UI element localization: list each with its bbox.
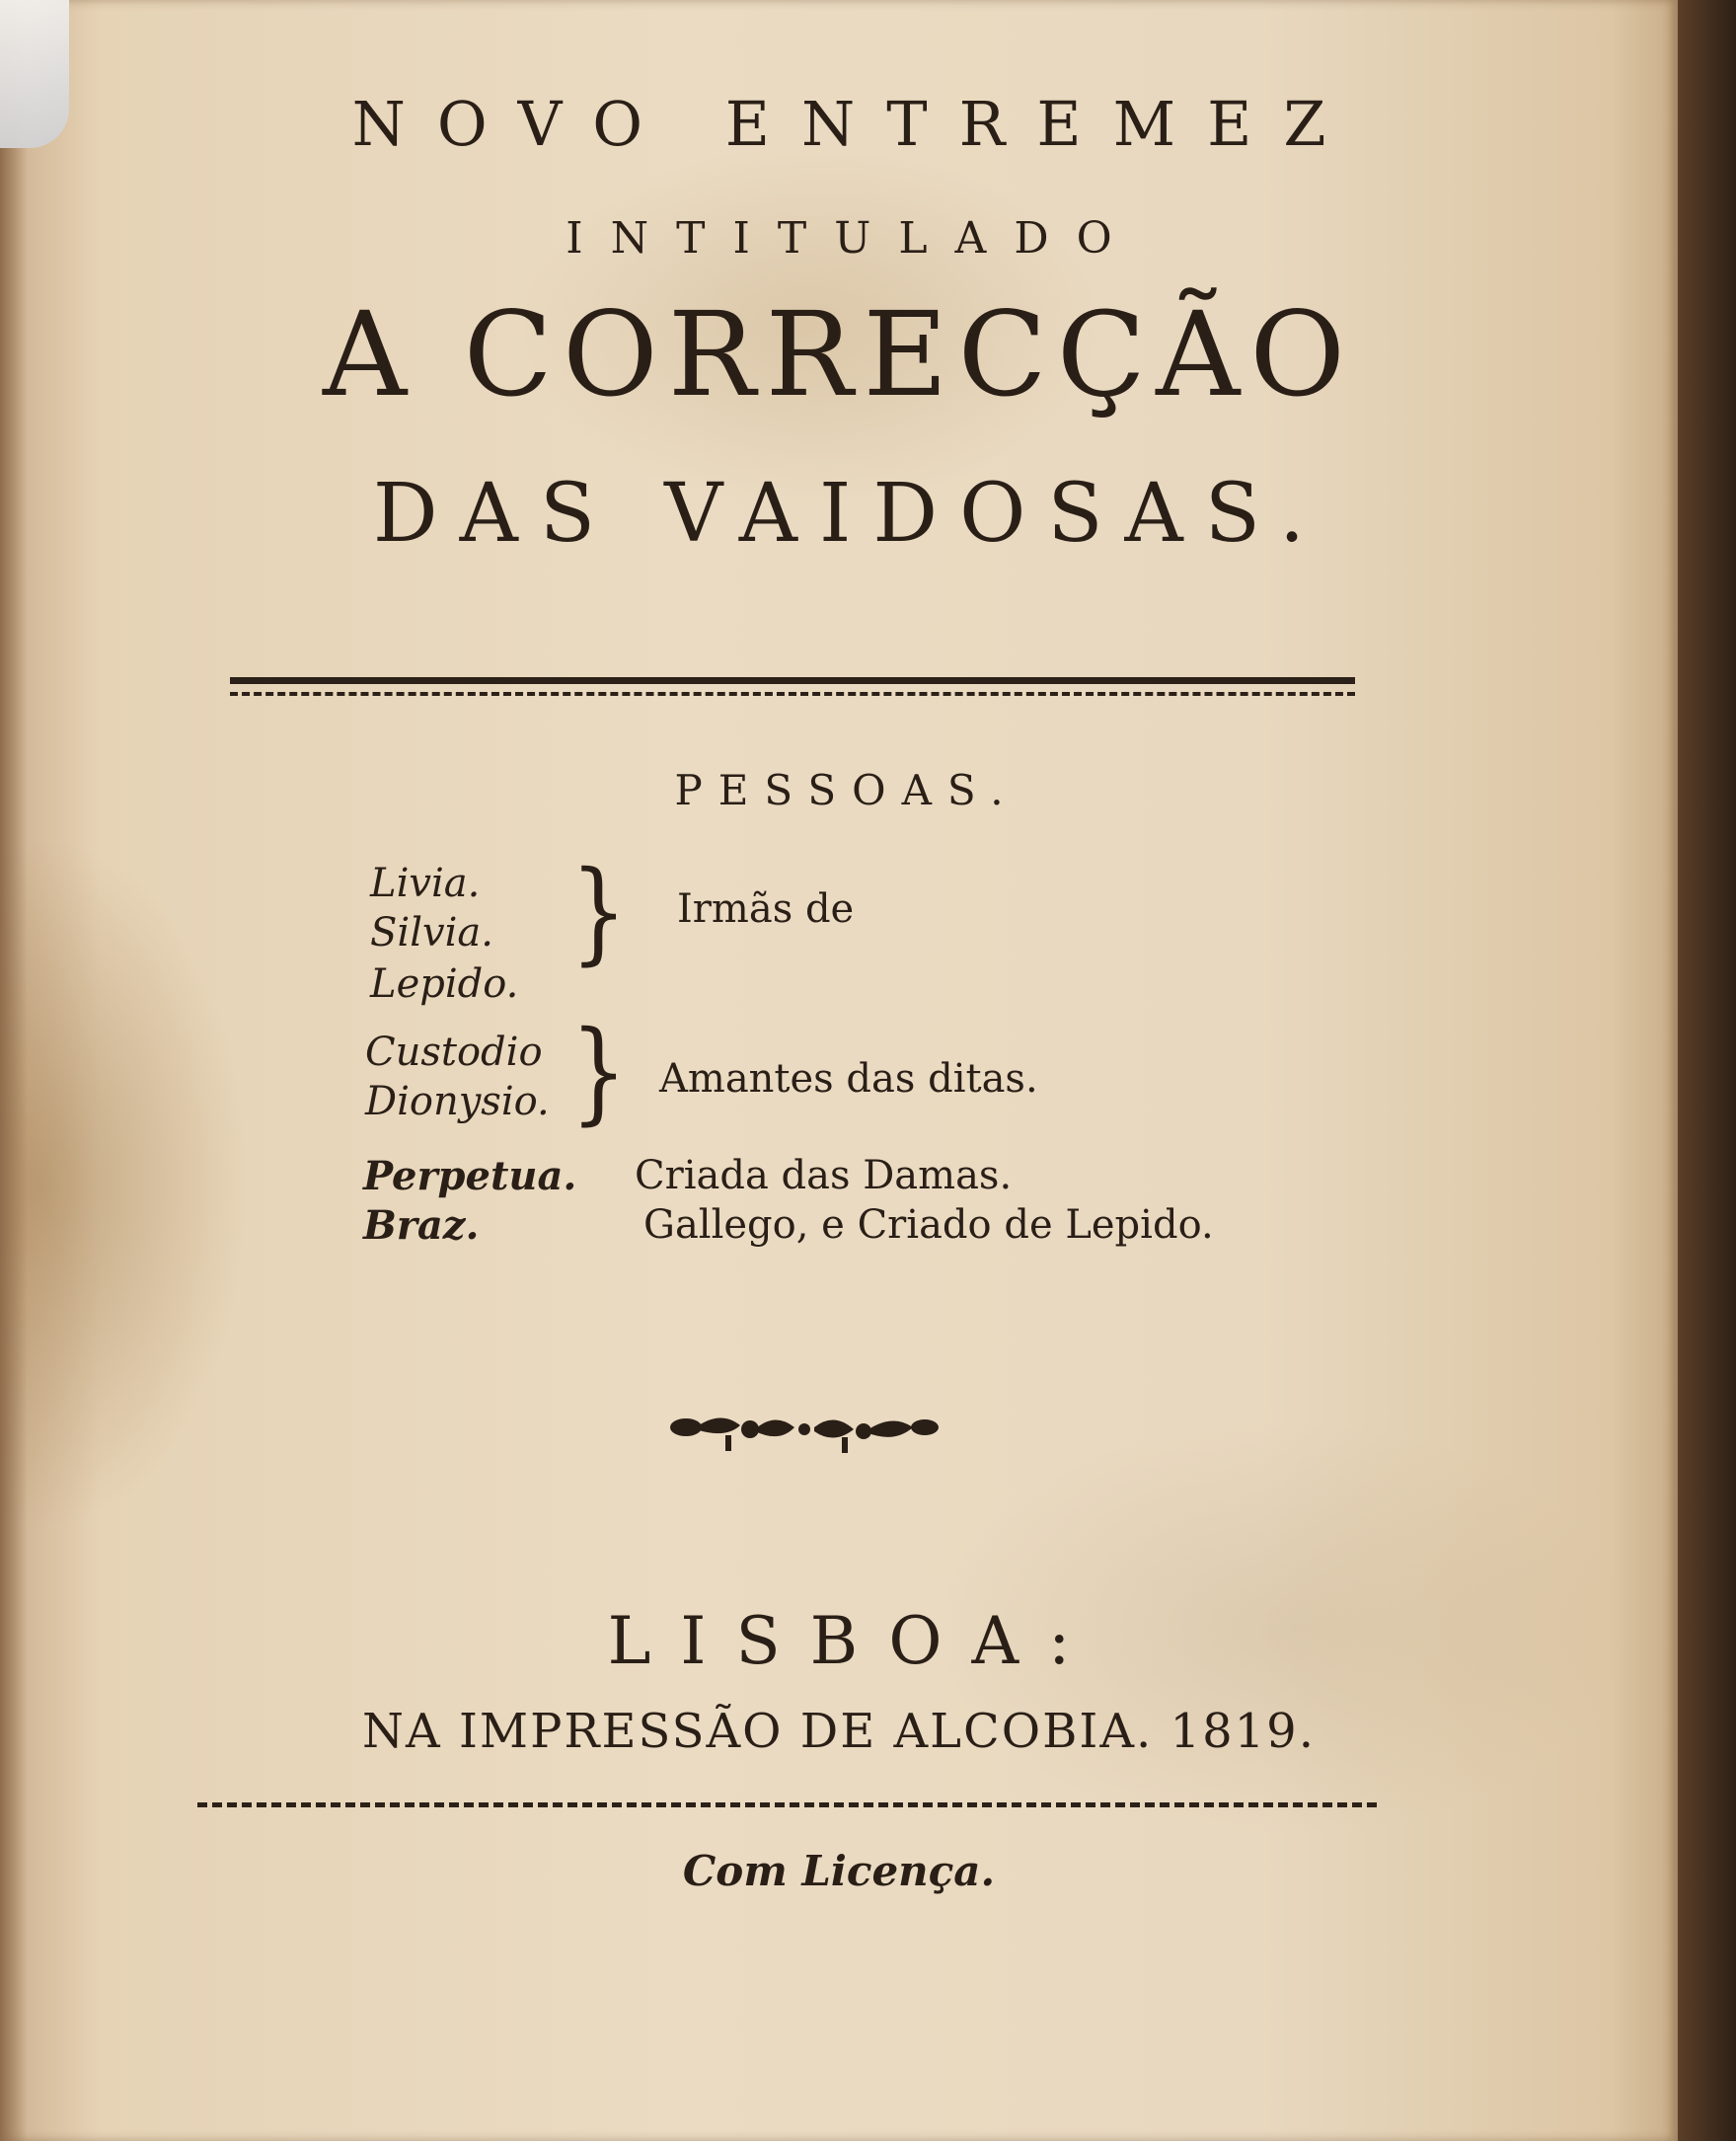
cast-name: Braz.	[363, 1202, 480, 1249]
title-subtitle: DAS VAIDOSAS.	[372, 467, 1327, 561]
curly-brace-icon: }	[570, 1007, 628, 1137]
title-line-2: INTITULADO	[566, 213, 1140, 264]
cast-name: Dionysio.	[365, 1079, 550, 1124]
imprint-printer: NA IMPRESSÃO DE ALCOBIA. 1819.	[362, 1704, 1316, 1759]
cast-name: Custodio	[365, 1030, 543, 1075]
rule-bottom	[197, 1802, 1377, 1807]
cast-heading: PESSOAS.	[674, 766, 1019, 814]
title-main: A CORRECÇÃO	[322, 286, 1356, 422]
double-rule-top	[230, 677, 1355, 684]
floral-ornament-icon	[666, 1400, 943, 1459]
double-rule-top-second	[230, 692, 1355, 696]
cast-role: Amantes das ditas.	[659, 1056, 1038, 1102]
cast-role: Gallego, e Criado de Lepido.	[643, 1202, 1214, 1248]
cast-name: Lepido.	[370, 961, 519, 1007]
license-note: Com Licença.	[682, 1847, 996, 1895]
cast-role: Irmãs de	[677, 886, 855, 932]
curly-brace-icon: }	[570, 847, 628, 977]
imprint-city: LISBOA:	[607, 1603, 1100, 1679]
cast-name: Livia.	[370, 861, 481, 906]
cast-name: Silvia.	[370, 910, 493, 956]
title-line-1: NOVO ENTREMEZ	[351, 88, 1358, 160]
cast-name: Perpetua.	[363, 1153, 577, 1199]
cast-role: Criada das Damas.	[635, 1153, 1013, 1198]
book-cover-edge	[1678, 0, 1736, 2141]
